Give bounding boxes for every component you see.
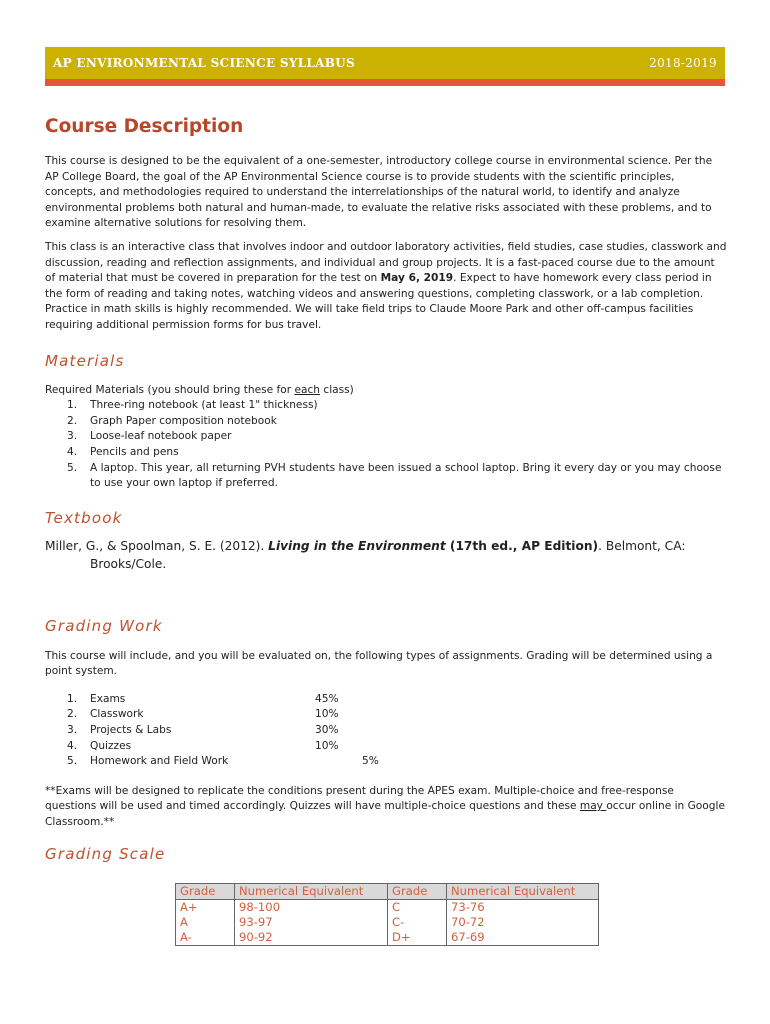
list-item: 5. Homework and Field Work 5% (67, 755, 379, 768)
exam-date: May 6, 2019 (380, 272, 454, 285)
course-description-heading: Course Description (45, 116, 244, 137)
table-header-row: Grade Numerical Equivalent Grade Numerical Equivalent (176, 884, 599, 900)
list-item: 2. Graph Paper composition notebook (67, 414, 277, 427)
table-row: A+ 98-100 C 73-76 (176, 900, 599, 916)
list-item: 4. Pencils and pens (67, 445, 179, 458)
syllabus-title: AP ENVIRONMENTAL SCIENCE SYLLABUS (53, 56, 355, 70)
textbook-citation: Miller, G., & Spoolman, S. E. (2012). Living in the Environment (17th ed., AP Edition). Belmont, CA: Brooks/Cole. (45, 538, 686, 571)
grading-work-heading: Grading Work (45, 616, 163, 635)
textbook-title: Living in the Environment (268, 538, 446, 553)
grading-scale-table (175, 883, 599, 946)
course-description-p2: This class is an interactive class that involves indoor and outdoor laboratory activities, field studies, case studies, classwork and discussion, reading and reflection assignments, and individual and group projects. It is a fast-paced course due to the amount of material that must be covered in preparation for the test on May 6, 2019. Expect to have homework every class period in the form of reading and taking notes, watching videos and answering questions, completing classwork, or a lab completion. Practice in math skills is highly recommended. We will take field trips to Claude Moore Park and other off-campus facilities requiring additional permission forms for bus travel. (45, 240, 727, 331)
list-item: 1. Exams 45% (67, 692, 339, 705)
grading-work-list (45, 692, 727, 770)
list-item: 3. Projects & Labs 30% (67, 724, 339, 737)
list-item: 4. Quizzes 10% (67, 739, 339, 752)
grading-work-intro: This course will include, and you will be evaluated on, the following types of assignments. Grading will be determined using a point system. (45, 649, 713, 678)
school-year: 2018-2019 (649, 56, 717, 70)
course-description-p1: This course is designed to be the equivalent of a one-semester, introductory college course in environmental science. Per the AP College Board, the goal of the AP Environmental Science course is to provide students with the scientific principles, concepts, and methodologies required to understand the interrelationships of the natural world, to identify and analyze environmental problems both natural and human-made, to evaluate the relative risks associated with these problems, and to examine alternative solutions for resolving them. (45, 155, 713, 230)
materials-intro: Required Materials (you should bring these for each class) (45, 383, 354, 396)
grading-note: **Exams will be designed to replicate the conditions present during the APES exam. Multiple-choice and free-response questions will be used and timed accordingly. Quizzes will have multiple-choice questions and these may occur online in Google Classroom.** (45, 784, 725, 829)
table-row: A- 90-92 D+ 67-69 (176, 930, 599, 946)
list-item: 1. Three-ring notebook (at least 1" thickness) (67, 399, 318, 412)
document-body (45, 116, 727, 863)
materials-list (45, 398, 727, 492)
header-banner (45, 47, 725, 79)
table-row: A 93-97 C- 70-72 (176, 915, 599, 930)
list-item: 2. Classwork 10% (67, 708, 339, 721)
grading-scale-heading: Grading Scale (45, 844, 166, 863)
list-item: 5. A laptop. This year, all returning PVH students have been issued a school laptop. Bring it every day or you may choose to use your own laptop if preferred. (67, 461, 722, 490)
materials-heading: Materials (45, 351, 125, 370)
textbook-heading: Textbook (45, 508, 123, 527)
header-stripe (45, 79, 725, 86)
list-item: 3. Loose-leaf notebook paper (67, 430, 232, 443)
